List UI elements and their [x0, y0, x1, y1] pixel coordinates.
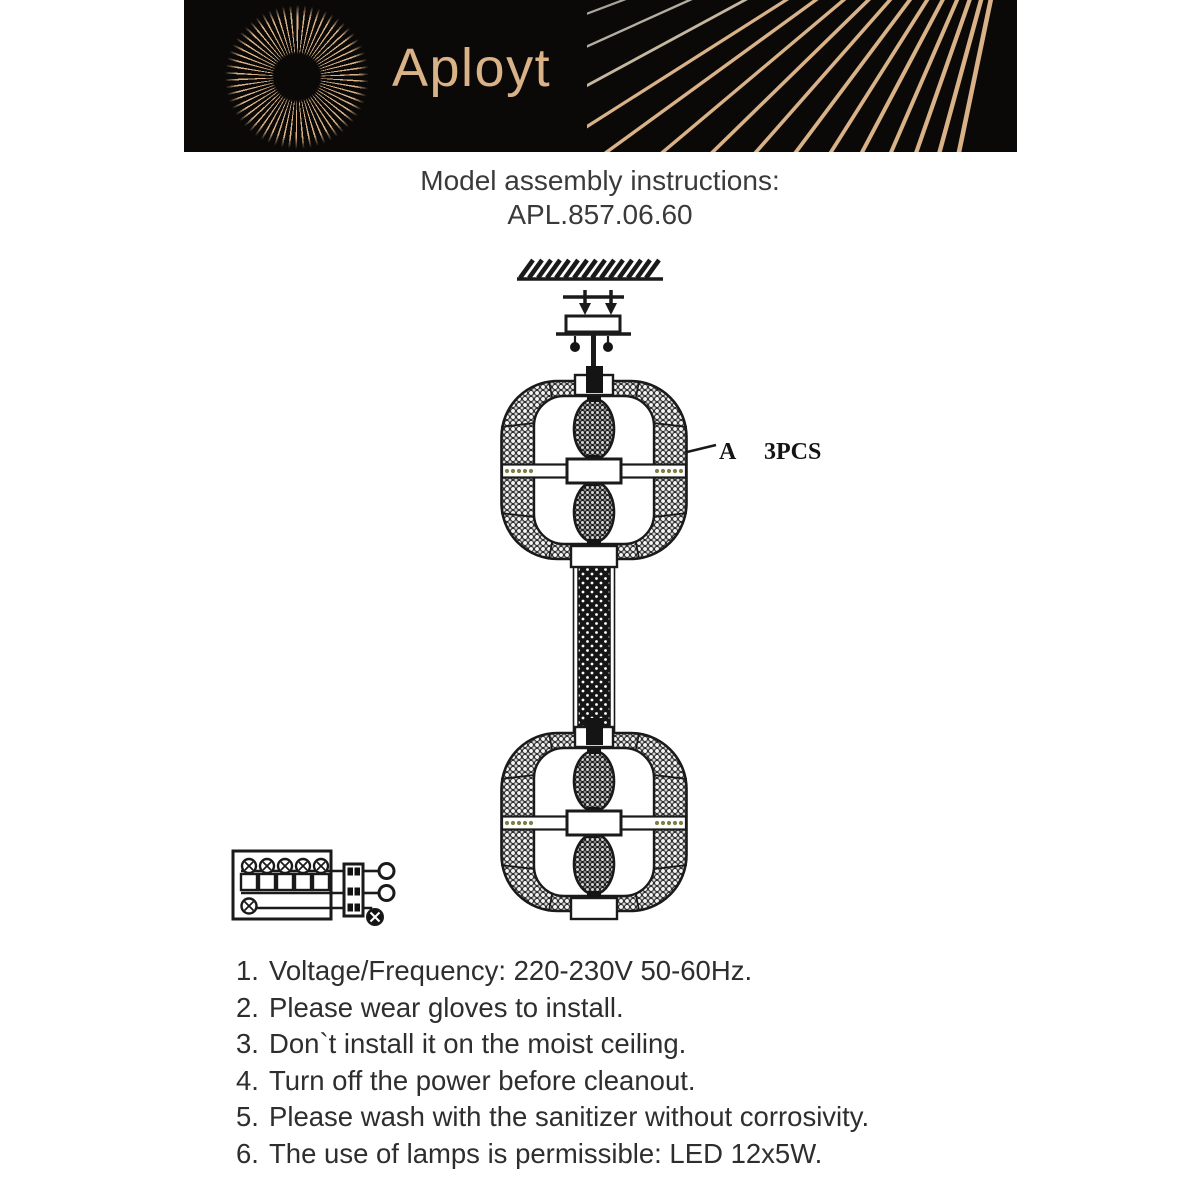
item-text: Turn off the power before cleanout.	[269, 1064, 696, 1096]
item-text: The use of lamps is permissible: LED 12x5W.	[269, 1137, 823, 1169]
wire-end-loops	[363, 864, 394, 901]
screw-terminals	[241, 859, 329, 890]
part-pointer-line	[687, 445, 716, 452]
instruction-item	[236, 1099, 869, 1136]
instruction-item	[236, 953, 869, 990]
corner-rays-decoration	[587, 0, 1017, 152]
bottom-lantern	[501, 718, 687, 919]
page-title: Model assembly instructions:	[420, 165, 780, 196]
brand-name: Aployt	[392, 38, 552, 98]
item-text: Please wear gloves to install.	[269, 991, 624, 1023]
instruction-item	[236, 1063, 869, 1100]
header-banner	[184, 0, 1017, 152]
item-text: Voltage/Frequency: 220-230V 50-60Hz.	[269, 955, 753, 986]
part-quantity: 3PCS	[764, 439, 822, 465]
ground-screw	[363, 908, 383, 925]
instructions-list	[236, 953, 869, 1172]
terminal-block	[344, 864, 363, 916]
item-text: Please wash with the sanitizer without corrosivity.	[269, 1101, 870, 1132]
top-lantern	[501, 366, 687, 567]
mounting-bracket	[563, 290, 624, 315]
part-callout	[687, 439, 821, 465]
assembly-diagram	[215, 250, 840, 940]
item-number: 5.	[236, 1101, 259, 1132]
item-number: 2.	[236, 991, 259, 1023]
instruction-item	[236, 1026, 869, 1063]
item-text: Don`t install it on the moist ceiling.	[269, 1028, 687, 1059]
wiring-diagram	[233, 851, 394, 925]
model-number: APL.857.06.60	[507, 199, 693, 230]
item-number: 6.	[236, 1137, 259, 1169]
instruction-item	[236, 1136, 869, 1173]
item-number: 1.	[236, 955, 259, 986]
instruction-item	[236, 990, 869, 1027]
ceiling-hatch	[517, 260, 663, 279]
brand-sunburst-icon	[220, 0, 374, 152]
item-number: 4.	[236, 1064, 259, 1096]
part-label: A	[719, 439, 737, 465]
item-number: 3.	[236, 1028, 259, 1059]
chain-column	[574, 556, 615, 742]
box-ground-screw	[242, 899, 257, 914]
